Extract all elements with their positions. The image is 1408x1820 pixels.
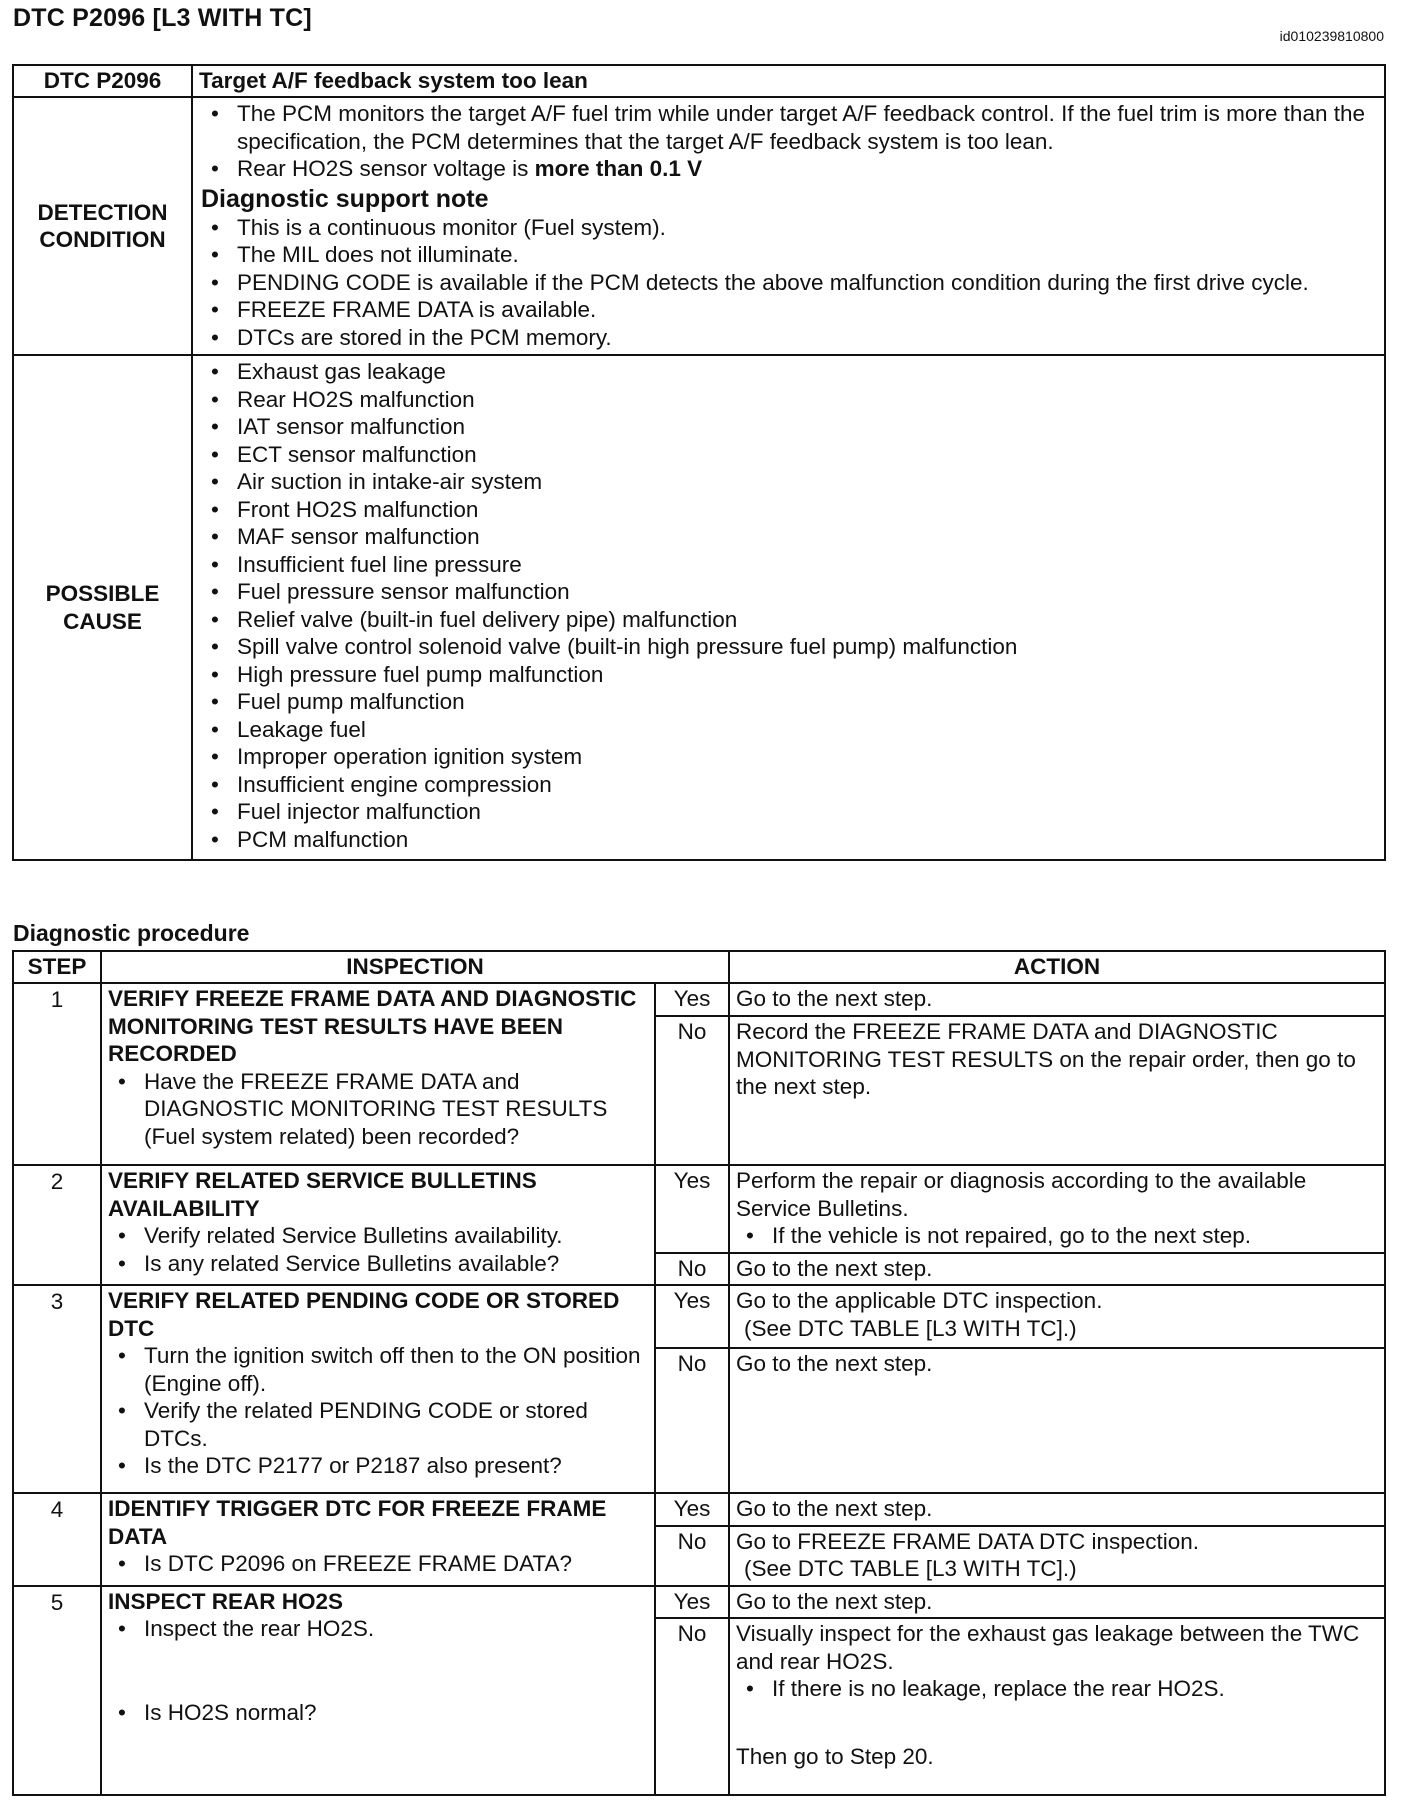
support-note-item: • The MIL does not illuminate. — [201, 241, 1376, 269]
step-row-5-yes — [13, 1586, 1385, 1619]
step-title: VERIFY RELATED SERVICE BULLETINS AVAILABILITY — [108, 1168, 537, 1221]
step-bullet: • Verify related Service Bulletins availability. — [108, 1222, 648, 1250]
cause-item: • Air suction in intake-air system — [201, 468, 1376, 496]
cause-label-line1: POSSIBLE — [45, 581, 160, 606]
step-bullet: • Is HO2S normal? — [108, 1699, 648, 1727]
cause-item: • IAT sensor malfunction — [201, 413, 1376, 441]
step-inspection — [101, 983, 655, 1165]
cause-label-line2: CAUSE — [63, 608, 142, 634]
step-number: 3 — [13, 1285, 101, 1493]
yes-action: Go to the next step. — [729, 1586, 1385, 1619]
step-bullet: • Is the DTC P2177 or P2187 also present? — [108, 1452, 648, 1480]
step-title: VERIFY FREEZE FRAME DATA AND DIAGNOSTIC MONITORING TEST RESULTS HAVE BEEN RECORDED — [108, 986, 637, 1066]
step-inspection — [101, 1285, 655, 1493]
document-id: id010239810800 — [1279, 28, 1384, 44]
support-note-heading: Diagnostic support note — [201, 184, 489, 213]
no-action-bullet: • If there is no leakage, replace the rear HO2S. — [736, 1675, 1378, 1703]
cause-item: • Insufficient fuel line pressure — [201, 551, 1376, 579]
step-inspection — [101, 1165, 655, 1285]
step-bullets — [108, 1550, 648, 1578]
step-title: IDENTIFY TRIGGER DTC FOR FREEZE FRAME DATA — [108, 1496, 607, 1549]
step-title: VERIFY RELATED PENDING CODE OR STORED DTC — [108, 1288, 620, 1341]
yes-label: Yes — [655, 983, 729, 1016]
step-row-3-yes — [13, 1285, 1385, 1348]
no-label: No — [655, 1016, 729, 1165]
procedure-table — [12, 950, 1386, 1796]
yes-action: Go to the next step. — [729, 983, 1385, 1016]
step-row-1-yes — [13, 983, 1385, 1016]
yes-action-bullet: • If the vehicle is not repaired, go to the next step. — [736, 1222, 1378, 1250]
no-action: Go to the next step. — [729, 1253, 1385, 1286]
no-action-text: Visually inspect for the exhaust gas leakage between the TWC and rear HO2S. — [736, 1621, 1360, 1674]
support-note-list — [201, 214, 1376, 352]
possible-cause-content — [192, 355, 1385, 860]
step-number: 4 — [13, 1493, 101, 1586]
detection-condition-label — [13, 97, 192, 355]
procedure-header-row — [13, 951, 1385, 983]
yes-label: Yes — [655, 1493, 729, 1526]
dtc-header-row — [13, 65, 1385, 97]
bullet-text: Rear HO2S sensor voltage is — [237, 156, 535, 181]
cause-item: • MAF sensor malfunction — [201, 523, 1376, 551]
cause-item: • Fuel pressure sensor malfunction — [201, 578, 1376, 606]
step-bullet: • Have the FREEZE FRAME DATA and DIAGNOSTIC MONITORING TEST RESULTS (Fuel system related) been recorded? — [108, 1068, 648, 1151]
cause-item: • Exhaust gas leakage — [201, 358, 1376, 386]
step-number: 5 — [13, 1586, 101, 1796]
support-note-item: • DTCs are stored in the PCM memory. — [201, 324, 1376, 352]
step-row-2-yes — [13, 1165, 1385, 1253]
step-inspection — [101, 1586, 655, 1796]
step-bullet: • Is DTC P2096 on FREEZE FRAME DATA? — [108, 1550, 648, 1578]
step-bullets — [108, 1068, 648, 1151]
step-bullet: • Verify the related PENDING CODE or stored DTCs. — [108, 1397, 648, 1452]
support-note-item: • PENDING CODE is available if the PCM detects the above malfunction condition during the first drive cycle. — [201, 269, 1376, 297]
cause-item: • Fuel injector malfunction — [201, 798, 1376, 826]
action-column-header: ACTION — [729, 951, 1385, 983]
cause-item: • ECT sensor malfunction — [201, 441, 1376, 469]
yes-action — [729, 1165, 1385, 1253]
step-bullet: • Inspect the rear HO2S. — [108, 1615, 648, 1643]
page-title: DTC P2096 [L3 WITH TC] — [13, 4, 312, 32]
step-bullet: • Turn the ignition switch off then to the ON position (Engine off). — [108, 1342, 648, 1397]
cause-item: • PCM malfunction — [201, 826, 1376, 854]
detection-bullet — [201, 155, 1376, 183]
dtc-code-cell: DTC P2096 — [13, 65, 192, 97]
step-title: INSPECT REAR HO2S — [108, 1588, 344, 1614]
no-action: Record the FREEZE FRAME DATA and DIAGNOSTIC MONITORING TEST RESULTS on the repair order, then go to the next step. — [729, 1016, 1385, 1165]
cause-item: • Improper operation ignition system — [201, 743, 1376, 771]
yes-label: Yes — [655, 1165, 729, 1253]
no-action-bullets — [736, 1675, 1378, 1703]
cause-item: • Front HO2S malfunction — [201, 496, 1376, 524]
no-action — [729, 1618, 1385, 1795]
cause-item: • High pressure fuel pump malfunction — [201, 661, 1376, 689]
no-label: No — [655, 1526, 729, 1586]
no-action-text: Go to FREEZE FRAME DATA DTC inspection. — [736, 1528, 1200, 1554]
yes-label: Yes — [655, 1586, 729, 1619]
cause-item: • Fuel pump malfunction — [201, 688, 1376, 716]
detection-label-line2: CONDITION — [39, 227, 166, 252]
cause-item: • Leakage fuel — [201, 716, 1376, 744]
step-row-4-yes — [13, 1493, 1385, 1526]
step-inspection — [101, 1493, 655, 1586]
possible-cause-row — [13, 355, 1385, 860]
no-action: Go to the next step. — [729, 1348, 1385, 1493]
inspection-column-header: INSPECTION — [101, 951, 729, 983]
procedure-title: Diagnostic procedure — [13, 920, 250, 946]
no-label: No — [655, 1253, 729, 1286]
detection-condition-row — [13, 97, 1385, 355]
support-note-item: • This is a continuous monitor (Fuel system). — [201, 214, 1376, 242]
detection-label-line1: DETECTION — [37, 199, 168, 225]
detection-condition-content — [192, 97, 1385, 355]
yes-action-bullets — [736, 1222, 1378, 1250]
step-bullets — [108, 1222, 648, 1277]
yes-action — [729, 1285, 1385, 1348]
detection-bullets — [201, 100, 1376, 183]
cause-item: • Rear HO2S malfunction — [201, 386, 1376, 414]
yes-label: Yes — [655, 1285, 729, 1348]
no-action — [729, 1526, 1385, 1586]
possible-cause-list — [201, 358, 1376, 853]
detection-bullet: • The PCM monitors the target A/F fuel trim while under target A/F feedback control. If the fuel trim is more than the specification, the PCM determines that the target A/F feedback system is too lean. — [201, 100, 1376, 155]
yes-action-text: Go to the applicable DTC inspection. — [736, 1288, 1103, 1313]
step-bullets — [108, 1342, 648, 1480]
dtc-description-cell: Target A/F feedback system too lean — [192, 65, 1385, 97]
no-action-then: Then go to Step 20. — [736, 1743, 934, 1769]
no-label: No — [655, 1618, 729, 1795]
step-number: 2 — [13, 1165, 101, 1285]
yes-action-text: Perform the repair or diagnosis according to the available Service Bulletins. — [736, 1168, 1307, 1221]
possible-cause-label — [13, 355, 192, 860]
support-note-item: • FREEZE FRAME DATA is available. — [201, 296, 1376, 324]
step-bullet: • Is any related Service Bulletins available? — [108, 1250, 648, 1278]
no-label: No — [655, 1348, 729, 1493]
cause-item: • Insufficient engine compression — [201, 771, 1376, 799]
bullet-bold-value: more than 0.1 V — [534, 156, 703, 181]
yes-action-reference: (See DTC TABLE [L3 WITH TC].) — [744, 1315, 1077, 1341]
dtc-info-table — [12, 64, 1386, 861]
cause-item: • Relief valve (built-in fuel delivery pipe) malfunction — [201, 606, 1376, 634]
step-column-header: STEP — [13, 951, 101, 983]
step-bullets — [108, 1615, 648, 1726]
no-action-reference: (See DTC TABLE [L3 WITH TC].) — [744, 1556, 1077, 1581]
step-number: 1 — [13, 983, 101, 1165]
cause-item: • Spill valve control solenoid valve (built-in high pressure fuel pump) malfunction — [201, 633, 1376, 661]
yes-action: Go to the next step. — [729, 1493, 1385, 1526]
